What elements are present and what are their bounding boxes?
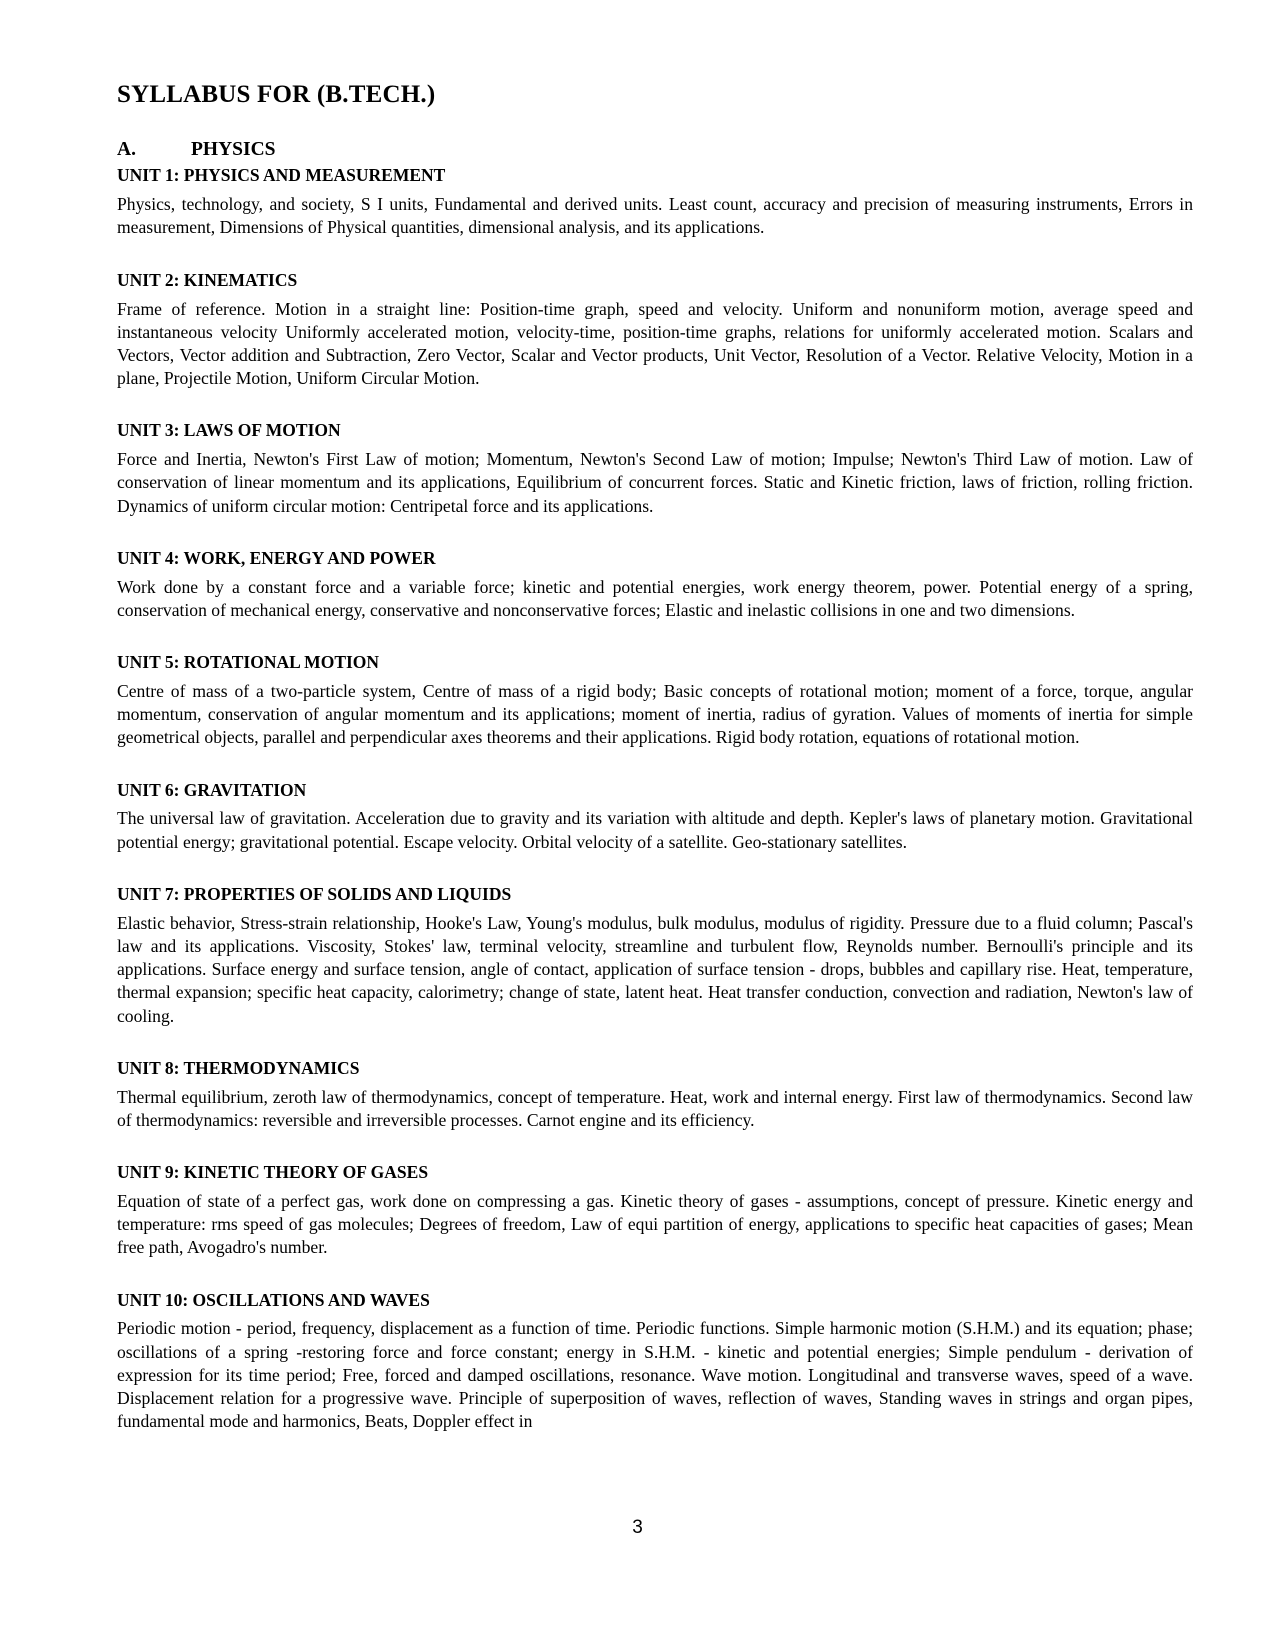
unit-body: Periodic motion - period, frequency, displacement as a function of time. Periodic functions. Simple harmonic motion (S.H.M.) and its equation; phase; oscillations of a spring -restoring force and force constant; energy in S.H.M. - kinetic and potential energies; Simple pendulum - derivation of expression for its time period; Free, forced and damped oscillations, resonance. Wave motion. Longitudinal and transverse waves, speed of a wave. Displacement relation for a progressive wave. Principle of superposition of waves, reflection of waves, Standing waves in strings and organ pipes, fundamental mode and harmonics, Beats, Doppler effect in — [117, 1318, 1193, 1432]
unit-6 — [117, 780, 1193, 854]
unit-body: Elastic behavior, Stress-strain relationship, Hooke's Law, Young's modulus, bulk modulus, modulus of rigidity. Pressure due to a fluid column; Pascal's law and its applications. Viscosity, Stokes' law, terminal velocity, streamline and turbulent flow, Reynolds number. Bernoulli's principle and its applications. Surface energy and surface tension, angle of contact, application of surface tension - drops, bubbles and capillary rise. Heat, temperature, thermal expansion; specific heat capacity, calorimetry; change of state, latent heat. Heat transfer conduction, convection and radiation, Newton's law of cooling. — [117, 912, 1193, 1026]
unit-body: Thermal equilibrium, zeroth law of thermodynamics, concept of temperature. Heat, work and internal energy. First law of thermodynamics. Second law of thermodynamics: reversible and irreversible processes. Carnot engine and its efficiency. — [117, 1086, 1193, 1130]
unit-body: Frame of reference. Motion in a straight line: Position-time graph, speed and velocity. Uniform and nonuniform motion, average speed and instantaneous velocity Uniformly accelerated motion, velocity-time, position-time graphs, relations for uniformly accelerated motion. Scalars and Vectors, Vector addition and Subtraction, Zero Vector, Scalar and Vector products, Unit Vector, Resolution of a Vector. Relative Velocity, Motion in a plane, Projectile Motion, Uniform Circular Motion. — [117, 298, 1193, 389]
section-letter: A. — [117, 139, 136, 160]
unit-7 — [117, 884, 1193, 1028]
unit-heading: UNIT 10: OSCILLATIONS AND WAVES — [117, 1289, 430, 1310]
unit-3 — [117, 420, 1193, 517]
page-title: SYLLABUS FOR (B.TECH.) — [117, 81, 436, 108]
unit-heading: UNIT 1: PHYSICS AND MEASUREMENT — [117, 165, 446, 186]
unit-heading: UNIT 9: KINETIC THEORY OF GASES — [117, 1162, 429, 1183]
document-page — [117, 80, 1193, 1433]
unit-1 — [117, 165, 1193, 239]
unit-2 — [117, 270, 1193, 391]
unit-body: Work done by a constant force and a variable force; kinetic and potential energies, work energy theorem, power. Potential energy of a spring, conservation of mechanical energy, conservative and nonconservative forces; Elastic and inelastic collisions in one and two dimensions. — [117, 576, 1193, 620]
unit-heading: UNIT 3: LAWS OF MOTION — [117, 420, 341, 441]
unit-body: Centre of mass of a two-particle system, Centre of mass of a rigid body; Basic concepts of rotational motion; moment of a force, torque, angular momentum, conservation of angular momentum and its applications; moment of inertia, radius of gyration. Values of moments of inertia for simple geometrical objects, parallel and perpendicular axes theorems and their applications. Rigid body rotation, equations of rotational motion. — [117, 681, 1193, 748]
unit-9 — [117, 1162, 1193, 1259]
section-name: PHYSICS — [191, 139, 276, 160]
unit-4 — [117, 548, 1193, 622]
unit-body: Physics, technology, and society, S I units, Fundamental and derived units. Least count, accuracy and precision of measuring instruments, Errors in measurement, Dimensions of Physical quantities, dimensional analysis, and its applications. — [117, 194, 1193, 238]
unit-heading: UNIT 6: GRAVITATION — [117, 779, 307, 800]
unit-body: Force and Inertia, Newton's First Law of motion; Momentum, Newton's Second Law of motion; Impulse; Newton's Third Law of motion. Law of conservation of linear momentum and its applications, Equilibrium of concurrent forces. Static and Kinetic friction, laws of friction, rolling friction. Dynamics of uniform circular motion: Centripetal force and its applications. — [117, 449, 1193, 516]
unit-heading: UNIT 4: WORK, ENERGY AND POWER — [117, 547, 436, 568]
unit-10 — [117, 1290, 1193, 1434]
page-number: 3 — [632, 1517, 643, 1538]
unit-heading: UNIT 7: PROPERTIES OF SOLIDS AND LIQUIDS — [117, 883, 512, 904]
unit-8 — [117, 1058, 1193, 1132]
unit-heading: UNIT 2: KINEMATICS — [117, 269, 298, 290]
unit-body: The universal law of gravitation. Acceleration due to gravity and its variation with altitude and depth. Kepler's laws of planetary motion. Gravitational potential energy; gravitational potential. Escape velocity. Orbital velocity of a satellite. Geo-stationary satellites. — [117, 808, 1193, 852]
unit-5 — [117, 652, 1193, 749]
unit-heading: UNIT 5: ROTATIONAL MOTION — [117, 652, 380, 673]
unit-body: Equation of state of a perfect gas, work done on compressing a gas. Kinetic theory of gases - assumptions, concept of pressure. Kinetic energy and temperature: rms speed of gas molecules; Degrees of freedom, Law of equi partition of energy, applications to specific heat capacities of gases; Mean free path, Avogadro's number. — [117, 1190, 1193, 1258]
section-heading — [117, 138, 1193, 161]
unit-heading: UNIT 8: THERMODYNAMICS — [117, 1057, 360, 1078]
